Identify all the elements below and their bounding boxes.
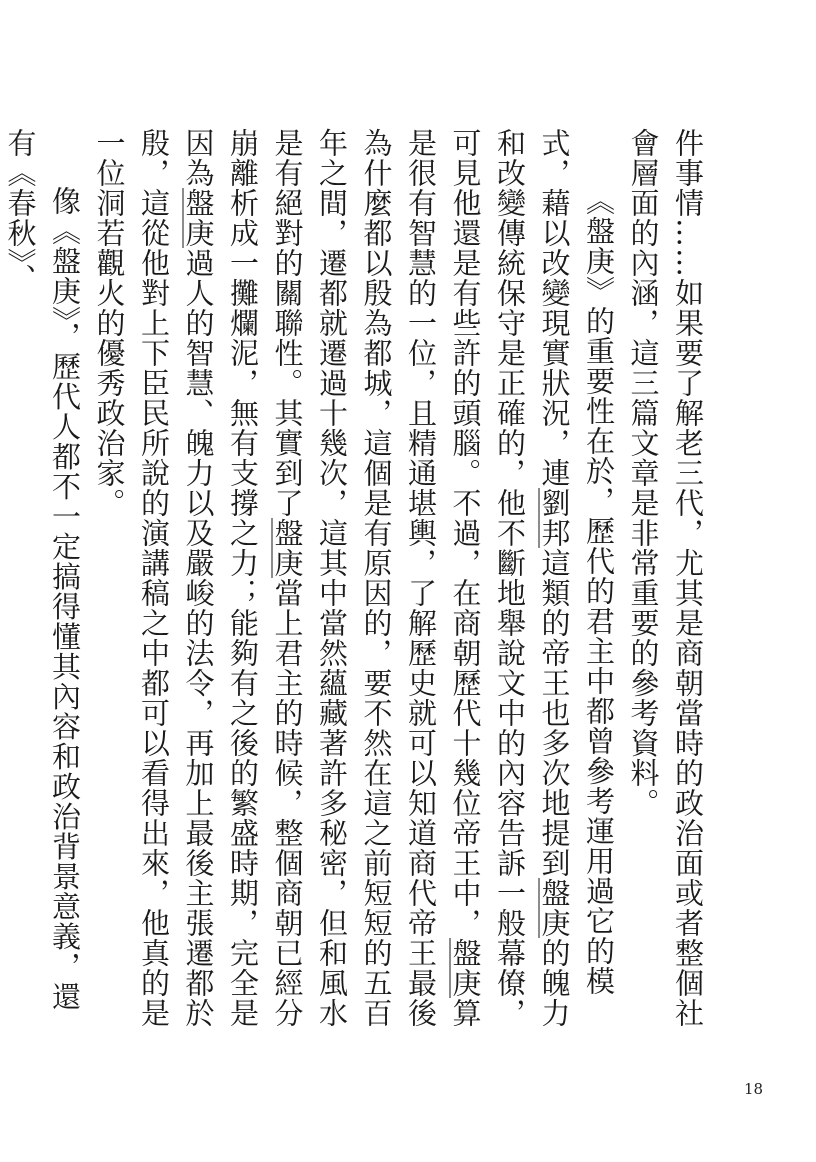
proper-name-pan-geng: 盤庚	[448, 938, 483, 998]
paragraph-text: 件事情……如果要了解老三代，尤其是商朝當時的政治面或者整個社會層面的內涵，這三篇文章是非常重要的參考資料。	[626, 128, 705, 1028]
paragraph-text: 《盤庚》的重要性在於，歷代的君主中都曾參考運用過它的模式，藉以改變現實狀況，連	[537, 128, 616, 996]
vertical-text-body	[0, 128, 710, 1028]
paragraph-text: 像《盤庚》，歷代人都不一定搞得懂其內容和政治背景意義，還有《春秋》、	[3, 128, 82, 1012]
proper-name-pan-geng: 盤庚	[181, 188, 216, 248]
paragraph-text: 的魄力和改變傳統保守是正確的，他不斷地舉說文中的內容告訴一般幕僚，可見他還是有些許的頭腦。不過，在商朝歷代十幾位帝王中，	[448, 128, 572, 1028]
page-number: 18	[744, 1080, 764, 1098]
paragraph-2	[87, 128, 621, 1028]
proper-name-pan-geng: 盤庚	[537, 878, 572, 938]
proper-name-liu-bang: 劉邦	[537, 488, 572, 548]
paragraph-text: 過人的智慧、魄力以及嚴峻的法令，再加上最後主張遷都於殷，這從他對上下臣民所說的演講稿之中都可以看得出來，他真的是一位洞若觀火的優秀政治家。	[92, 128, 216, 1028]
proper-name-pan-geng: 盤庚	[270, 518, 305, 578]
paragraph-3	[0, 128, 87, 1028]
paragraph-text: 這類的帝王也多次地提到	[537, 548, 572, 878]
paragraph-1	[621, 128, 710, 1028]
paragraph-text: 算是很有智慧的一位，且精通堪輿，了解歷史就可以知道商代帝王最後為什麼都以殷為都城，這個是有原因的，要不然在這之前短短的五百年之間，遷都就遷過十幾次，這其中當然蘊藏著許多秘密，但和風水是有絕對的關聯性。其實到了	[270, 128, 483, 1028]
paragraph-text: 當上君主的時候，整個商朝已經分崩離析成一攤爛泥，無有支撐之力；能夠有之後的繁盛時期，完全是因為	[181, 128, 305, 1028]
